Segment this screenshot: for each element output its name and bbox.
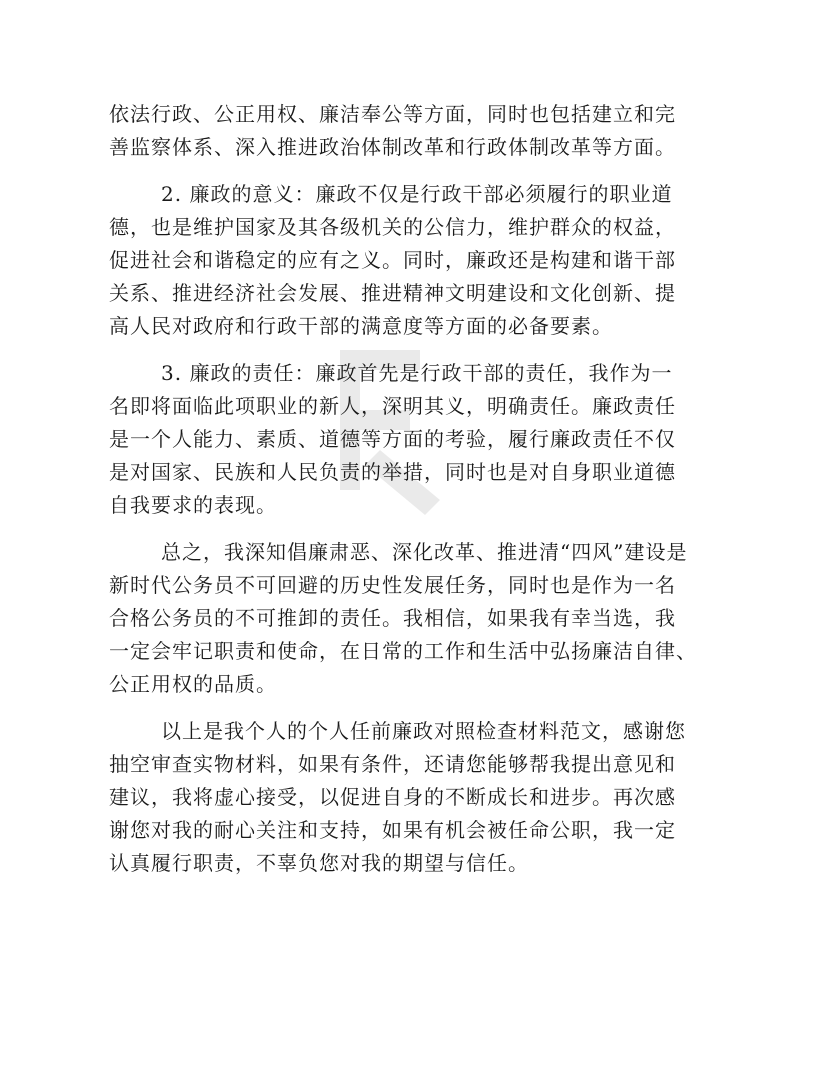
text-line: 自我要求的表现。	[109, 493, 277, 517]
text-line: 2. 廉政的意义：廉政不仅是行政干部必须履行的职业道	[161, 182, 673, 206]
text-line: 建议，我将虚心接受，以促进自身的不断成长和进步。再次感	[109, 785, 676, 809]
paragraph-summary	[109, 536, 729, 701]
text-line: 抽空审查实物材料，如果有条件，还请您能够帮我提出意见和	[109, 752, 676, 776]
text-line: 谢您对我的耐心关注和支持，如果有机会被任命公职，我一定	[109, 818, 676, 842]
text-line: 新时代公务员不可回避的历史性发展任务，同时也是作为一名	[109, 573, 676, 597]
text-line: 以上是我个人的个人任前廉政对照检查材料范文，感谢您	[161, 719, 686, 743]
paragraph-significance	[109, 178, 729, 343]
paragraph-closing	[109, 715, 729, 880]
paragraph-responsibility	[109, 357, 729, 522]
document-body	[109, 98, 729, 894]
text-line: 是一个人能力、素质、道德等方面的考验，履行廉政责任不仅	[109, 427, 676, 451]
text-line: 总之，我深知倡廉肃恶、深化改革、推进清“四风”建设是	[161, 540, 688, 564]
text-line: 认真履行职责，不辜负您对我的期望与信任。	[109, 851, 529, 875]
text-line: 高人民对政府和行政干部的满意度等方面的必备要素。	[109, 314, 613, 338]
text-line: 合格公务员的不可推卸的责任。我相信，如果我有幸当选，我	[109, 606, 676, 630]
text-line: 促进社会和谐稳定的应有之义。同时，廉政还是构建和谐干部	[109, 248, 676, 272]
text-line: 名即将面临此项职业的新人，深明其义，明确责任。廉政责任	[109, 394, 676, 418]
text-line: 德，也是维护国家及其各级机关的公信力，维护群众的权益，	[109, 215, 676, 239]
text-line: 公正用权的品质。	[109, 672, 277, 696]
text-line: 是对国家、民族和人民负责的举措，同时也是对自身职业道德	[109, 460, 676, 484]
text-line: 3. 廉政的责任：廉政首先是行政干部的责任，我作为一	[161, 361, 673, 385]
text-line: 一定会牢记职责和使命，在日常的工作和生活中弘扬廉洁自律、	[109, 639, 697, 663]
text-line: 依法行政、公正用权、廉洁奉公等方面，同时也包括建立和完	[109, 102, 676, 126]
text-line: 关系、推进经济社会发展、推进精神文明建设和文化创新、提	[109, 281, 676, 305]
text-line: 善监察体系、深入推进政治体制改革和行政体制改革等方面。	[109, 135, 676, 159]
paragraph-scope	[109, 98, 729, 164]
